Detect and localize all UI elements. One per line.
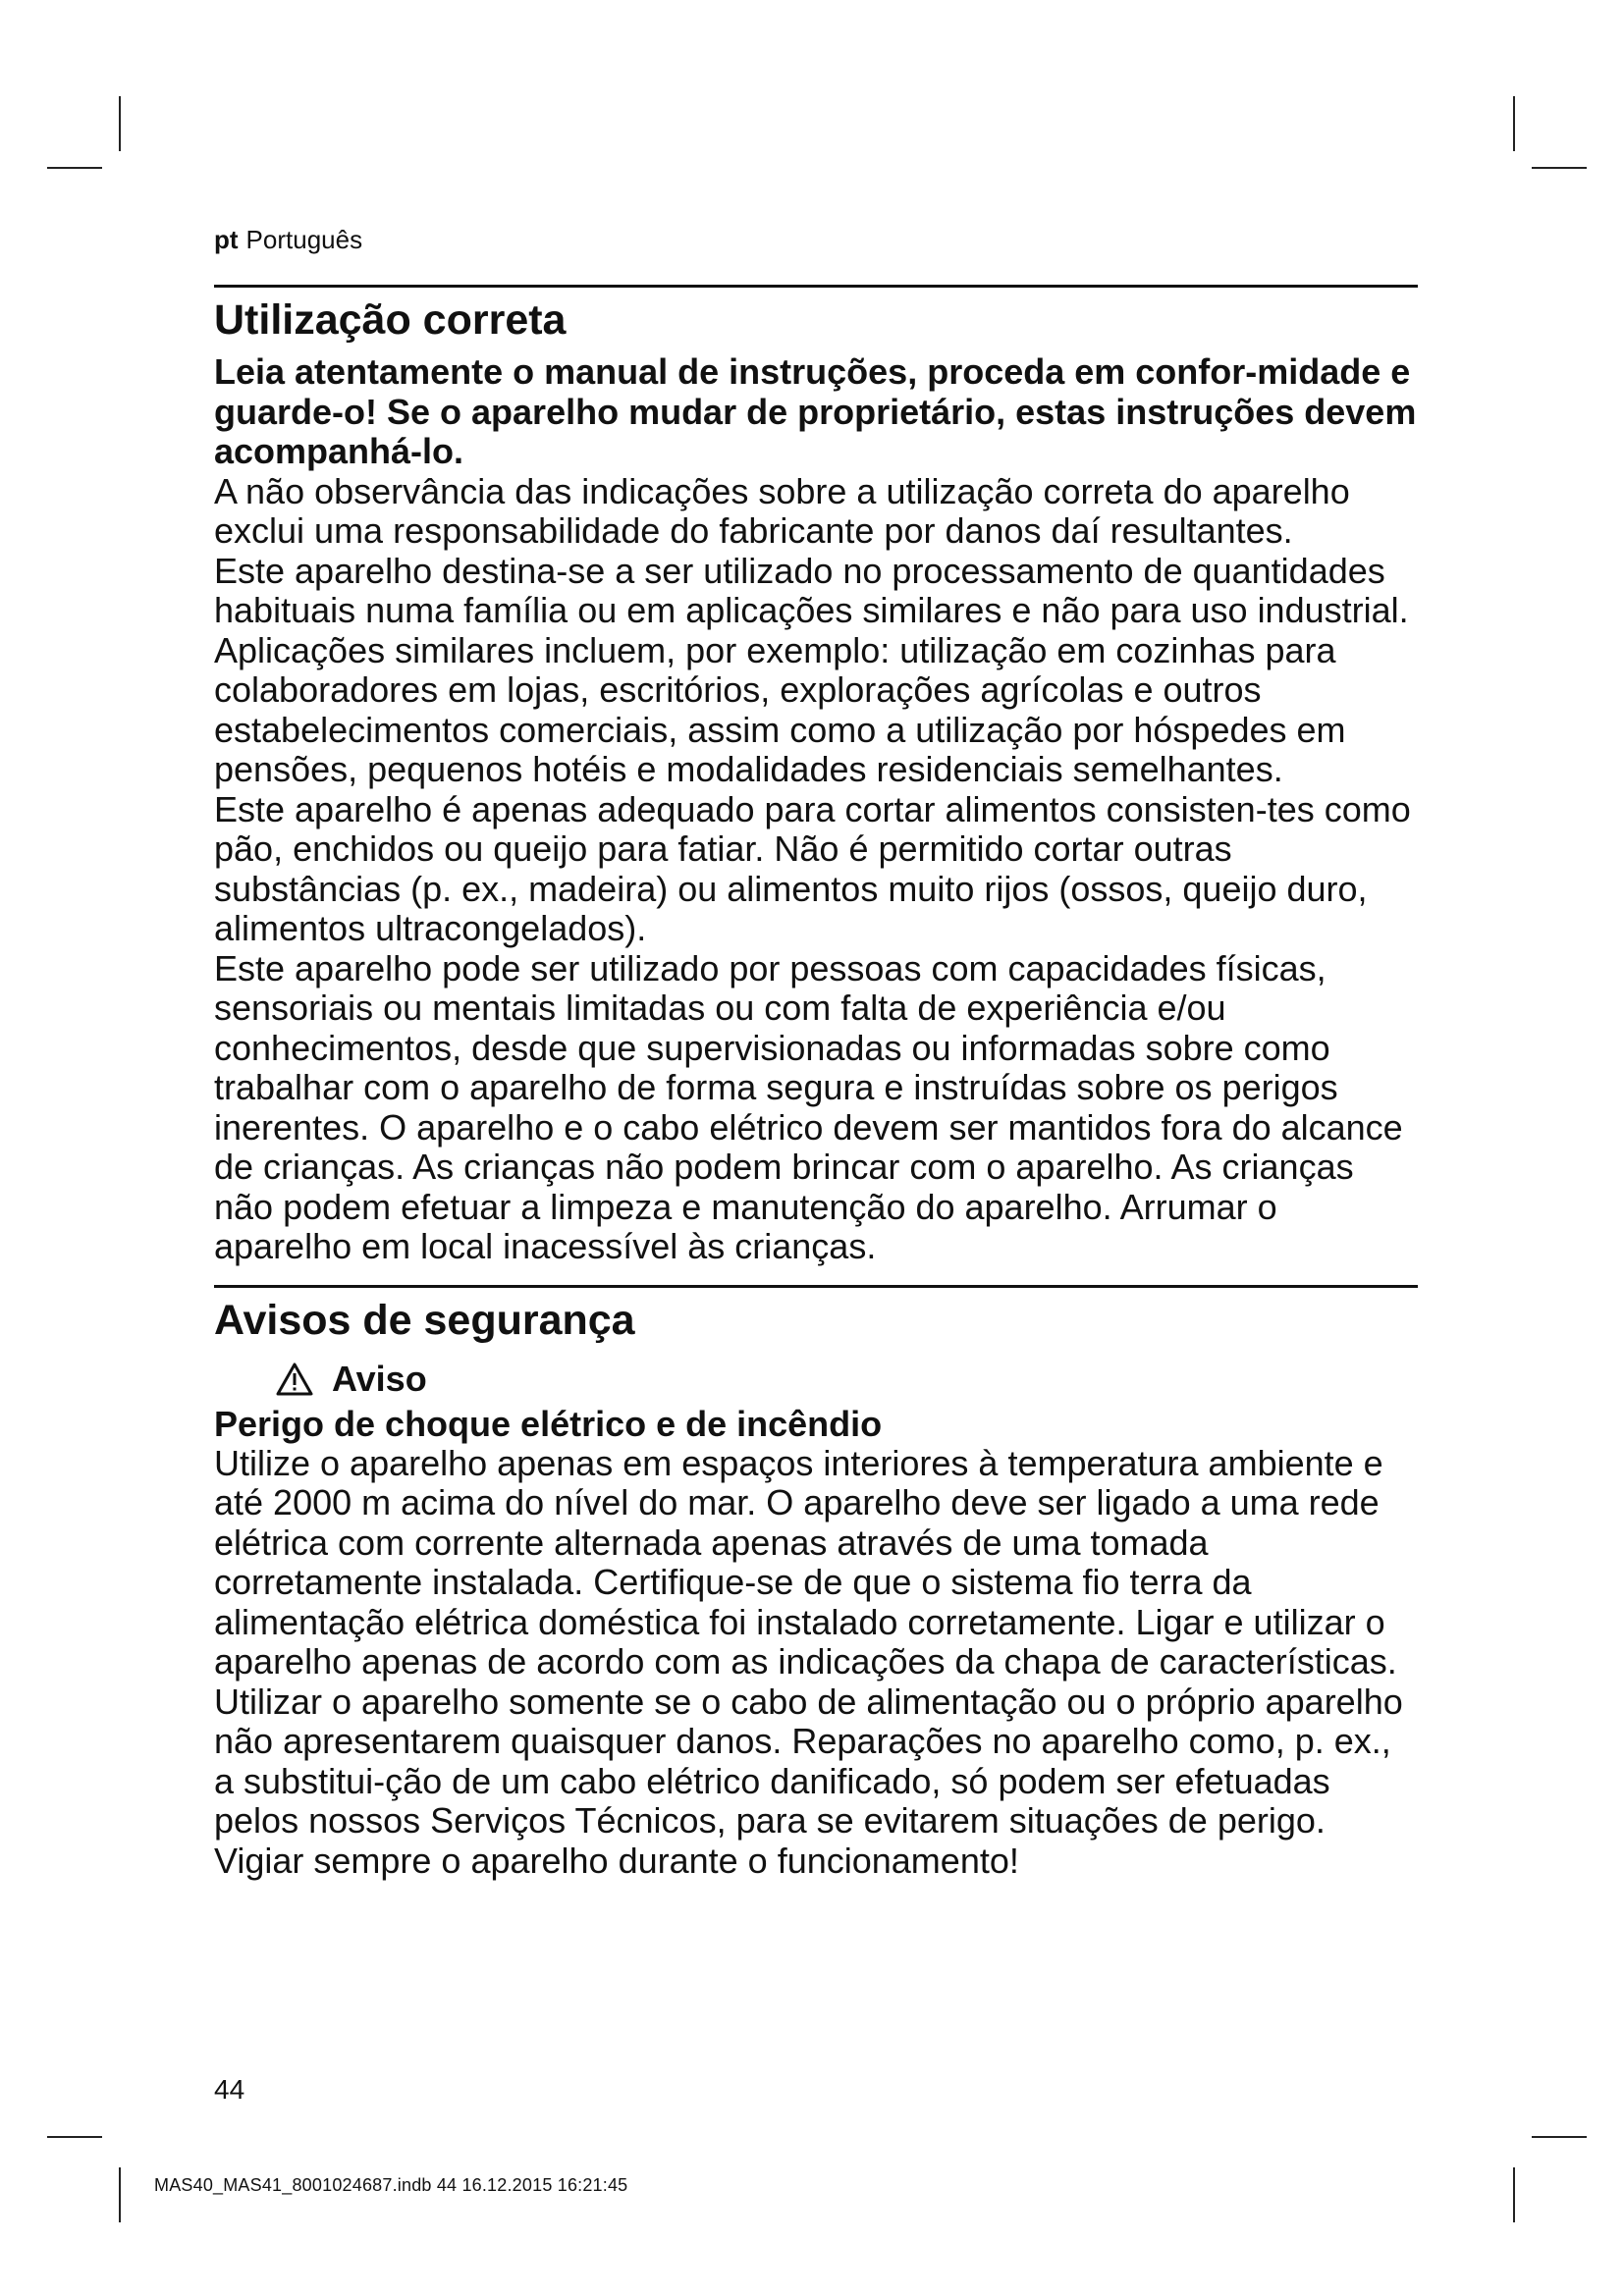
paragraph-persons-children: Este aparelho pode ser utilizado por pessoas com capacidades físicas, sensoriais ou mentais limitadas ou com falta de experiência e/ou conhecimentos, desde que supervisionadas ou informadas sobre como trabalhar com o aparelho de forma segura e instruídas sobre os perigos inerentes. O aparelho e o cabo elétrico devem ser mantidos fora do alcance de crianças. As crianças não podem brincar com o aparelho. As crianças não podem efetuar a limpeza e manutenção do aparelho. Arrumar o aparelho em local inacessível às crianças. [214,947,1403,1266]
crop-mark-bottom-left-horizontal [47,2136,102,2138]
warning-label: Aviso [332,1358,427,1399]
crop-mark-top-right-vertical [1513,96,1515,151]
page-number: 44 [214,2074,245,2105]
crop-mark-top-right-horizontal [1532,167,1587,169]
paragraph-liability: A não observância das indicações sobre a utilização correta do aparelho exclui uma responsabilidade do fabricante por danos daí resultantes. [214,470,1350,551]
paragraph-electrical-safety: Utilize o aparelho apenas em espaços interiores à temperatura ambiente e até 2000 m acima do nível do mar. O aparelho deve ser ligado a uma rede elétrica com corrente alternada apenas através de uma tomada corretamente instalada. Certifique-se de que o sistema fio terra da alimentação elétrica doméstica foi instalado corretamente. Ligar e utilizar o aparelho apenas de acordo com as indicações da chapa de características. Utilizar o aparelho somente se o cabo de alimentação ou o próprio aparelho não apresentarem quaisquer danos. Reparações no aparelho como, p. ex., a substitui-ção de um cabo elétrico danificado, só podem ser efetuadas pelos nossos Serviços Técnicos, para se evitarem situações de perigo. Vigiar sempre o aparelho durante o funcionamento! [214,1442,1403,1881]
crop-mark-top-left-vertical [119,96,121,151]
language-name: Português [245,225,363,254]
warning-heading [275,1359,1418,1400]
paragraph-suitable-foods: Este aparelho é apenas adequado para cortar alimentos consisten-tes como pão, enchidos ou queijo para fatiar. Não é permitido cortar outras substâncias (p. ex., madeira) ou alimentos muito rijos (ossos, queijo duro, alimentos ultracongelados). [214,788,1411,948]
paragraph-household-use: Este aparelho destina-se a ser utilizado no processamento de quantidades habituais numa família ou em aplicações similares e não para uso industrial. Aplicações similares incluem, por exemplo: utilização em cozinhas para colaboradores em lojas, escritórios, explorações agrícolas e outros estabelecimentos comerciais, assim como a utilização por hóspedes em pensões, pequenos hotéis e modalidades residenciais semelhantes. [214,550,1409,789]
section-divider [214,1285,1418,1288]
crop-mark-bottom-left-vertical [119,2167,121,2222]
language-header [214,224,1418,255]
crop-mark-bottom-right-vertical [1513,2167,1515,2222]
language-code: pt [214,225,239,254]
subtitle-electric-shock-fire: Perigo de choque elétrico e de incêndio [214,1403,883,1444]
crop-mark-bottom-right-horizontal [1532,2136,1587,2138]
page-content [214,224,1418,1881]
intro-bold-paragraph: Leia atentamente o manual de instruções, proceda em confor-midade e guarde-o! Se o aparelho mudar de proprietário, estas instruções devem acompanhá-lo. [214,351,1417,471]
safety-section [214,1285,1418,1882]
print-footer: MAS40_MAS41_8001024687.indb 44 16.12.2015 16:21:45 [154,2175,628,2195]
section-title-correct-use: Utilização correta [214,296,567,344]
section-divider [214,285,1418,288]
section-title-safety-warnings: Avisos de segurança [214,1296,635,1344]
crop-mark-top-left-horizontal [47,167,102,169]
warning-triangle-icon [275,1362,314,1397]
